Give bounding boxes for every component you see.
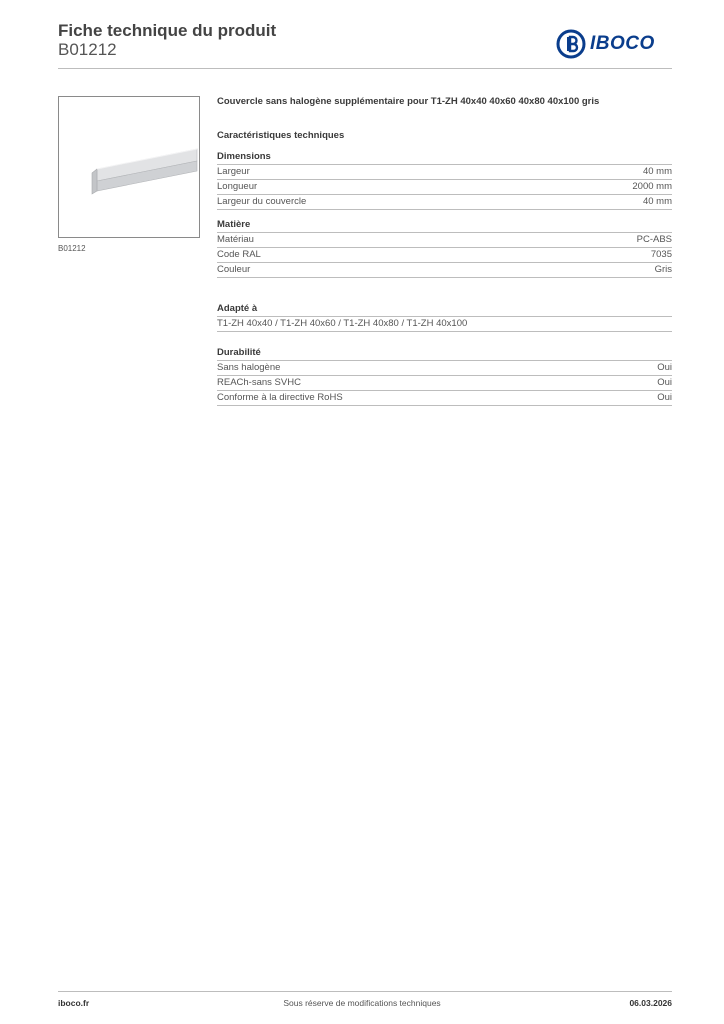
spec-value: Oui <box>657 392 672 403</box>
spec-value: Gris <box>654 264 672 275</box>
technical-characteristics-heading: Caractéristiques techniques <box>217 130 345 141</box>
section-title: Durabilité <box>217 346 672 361</box>
spec-row <box>217 263 672 278</box>
spec-label: Matériau <box>217 234 254 245</box>
spec-row <box>217 248 672 263</box>
page-title: Fiche technique du produit <box>58 21 277 40</box>
spec-value: PC-ABS <box>636 234 672 245</box>
spec-value: Oui <box>657 362 672 373</box>
spec-row <box>217 180 672 195</box>
product-details <box>217 96 672 406</box>
footer-date: 06.03.2026 <box>629 998 672 1008</box>
spec-row <box>217 233 672 248</box>
product-code: B01212 <box>58 40 117 59</box>
spec-label: Couleur <box>217 264 251 275</box>
iboco-logo-icon <box>556 29 586 59</box>
spec-label: Sans halogène <box>217 362 281 373</box>
spec-label: Code RAL <box>217 249 261 260</box>
spec-label: Longueur <box>217 181 258 192</box>
spec-row <box>217 361 672 376</box>
logo-text: IBOCO <box>590 33 655 54</box>
section-dimensions <box>217 150 672 210</box>
spec-row <box>217 376 672 391</box>
compatible-products: T1-ZH 40x40 / T1-ZH 40x60 / T1-ZH 40x80 / T1-ZH 40x100 <box>217 318 468 329</box>
footer-website-link[interactable]: iboco.fr <box>58 998 90 1008</box>
section-title: Adapté à <box>217 302 672 317</box>
footer-divider <box>58 991 672 992</box>
footer-notice: Sous réserve de modifications techniques <box>283 998 441 1008</box>
spec-row <box>217 391 672 406</box>
spec-label: REACh-sans SVHC <box>217 377 301 388</box>
header-divider <box>58 68 672 69</box>
spec-value: Oui <box>657 377 672 388</box>
product-image <box>58 96 200 238</box>
section-matiere <box>217 218 672 278</box>
spec-label: Largeur <box>217 166 250 177</box>
spec-label: Largeur du couvercle <box>217 196 307 207</box>
section-title: Dimensions <box>217 150 672 165</box>
spec-row <box>217 165 672 180</box>
spec-value: 40 mm <box>642 196 672 207</box>
section-durabilite <box>217 346 672 406</box>
spec-row <box>217 317 672 332</box>
spec-row <box>217 195 672 210</box>
iboco-logo <box>556 28 674 60</box>
section-title: Matière <box>217 218 672 233</box>
spec-value: 2000 mm <box>632 181 672 192</box>
spec-label: Conforme à la directive RoHS <box>217 392 343 403</box>
cover-profile-illustration <box>59 97 199 237</box>
product-title: Couvercle sans halogène supplémentaire pour T1-ZH 40x40 40x60 40x80 40x100 gris <box>217 96 600 107</box>
spec-value: 7035 <box>650 249 672 260</box>
image-caption: B01212 <box>58 244 86 253</box>
spec-value: 40 mm <box>642 166 672 177</box>
section-adapte <box>217 302 672 332</box>
